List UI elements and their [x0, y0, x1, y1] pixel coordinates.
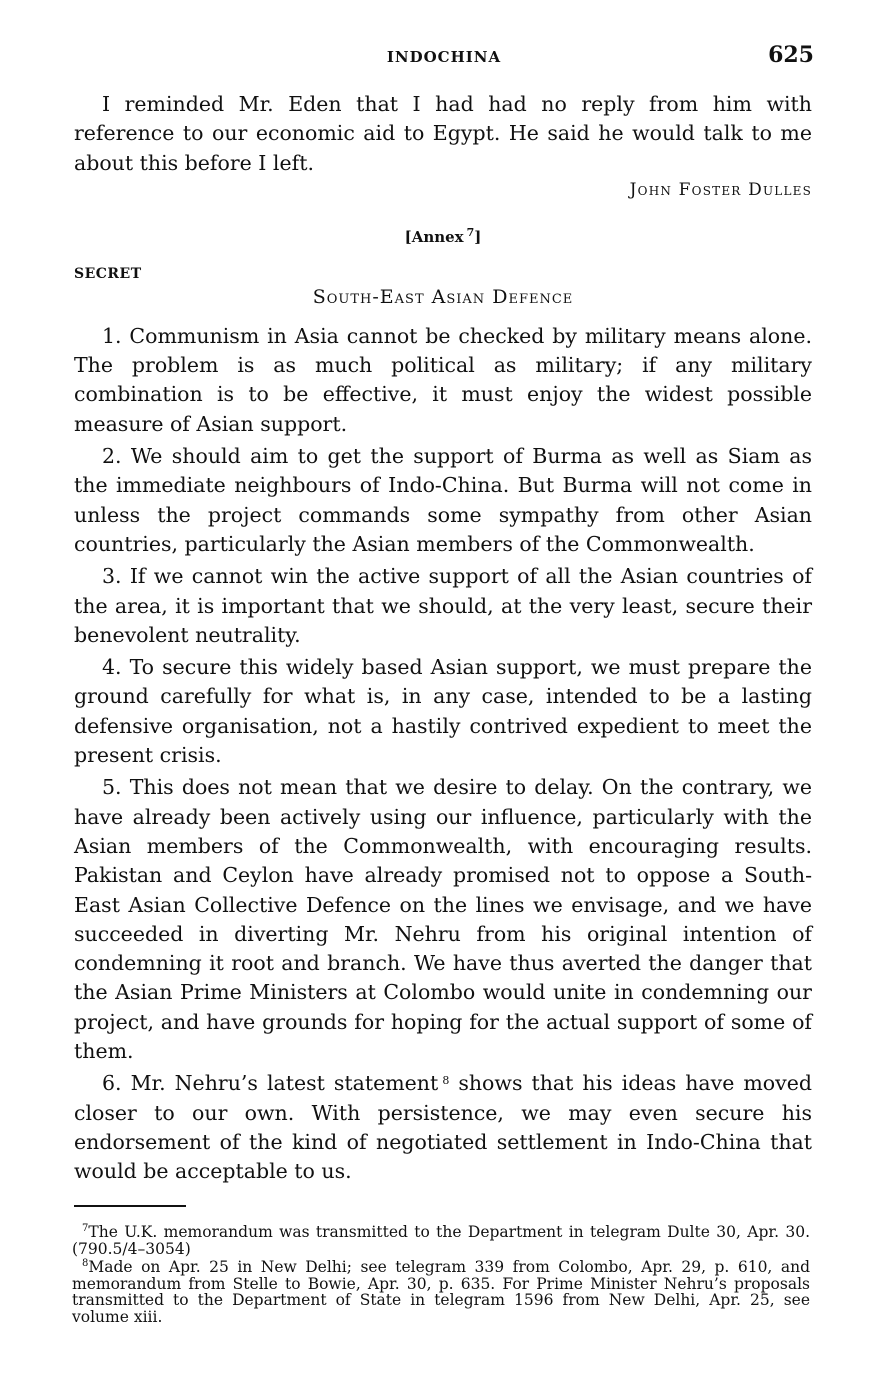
numbered-paragraph-3: 3. If we cannot win the active support of all the Asian countries of the area, it is important that we should, at the very least, secure their benevolent neutrality. [74, 564, 812, 647]
paragraph-6-start: 6. Mr. Nehru’s latest statement [102, 1071, 439, 1096]
page-number: 625 [768, 42, 814, 68]
intro-paragraph: I reminded Mr. Eden that I had had no reply from him with reference to our economic aid to Egypt. He said he would talk to me about this before I left. [74, 92, 812, 175]
footnote-divider [74, 1205, 186, 1207]
annex-label [74, 225, 812, 246]
footnote-ref-7: 7 [466, 225, 475, 239]
numbered-paragraph-5: 5. This does not mean that we desire to delay. On the contrary, we have already been actively using our influence, particularly with the Asian members of the Commonwealth, with encouraging results. Pakistan and Ceylon have already promised not to oppose a South-East Asian Collective Defence on the lines we envisage, and we have succeeded in diverting Mr. Nehru from his original intention of condemning it root and branch. We have thus averted the danger that the Asian Prime Ministers at Colombo would unite in condemning our project, and have grounds for hoping for the actual support of some of them. [74, 775, 812, 1064]
footnote-mark: 8 [82, 1258, 89, 1269]
footnote-ref-8: 8 [442, 1074, 450, 1088]
signature: John Foster Dulles [629, 179, 812, 200]
classification-label: SECRET [74, 265, 142, 282]
annex-label-close: ] [474, 227, 482, 246]
annex-label-text: [Annex [404, 227, 464, 246]
page-body [74, 90, 812, 1190]
footnotes [72, 1224, 810, 1327]
footnote-7 [72, 1224, 810, 1257]
footnote-text: The U.K. memorandum was transmitted to the Department in telegram Dulte 30, Apr. 30. (790.5/4–3054) [72, 1223, 810, 1258]
running-title: INDOCHINA [386, 48, 502, 66]
paragraph-6-end: shows that his ideas have moved closer to our own. With persistence, we may even secure his endorsement of the kind of negotiated settlement in Indo-China that would be acceptable to us. [74, 1071, 812, 1184]
numbered-paragraph-4: 4. To secure this widely based Asian support, we must prepare the ground carefully for what is, in any case, intended to be a lasting defensive organisation, not a hastily contrived expedient to meet the present crisis. [74, 655, 812, 768]
page-header [74, 42, 814, 72]
footnote-8 [72, 1259, 810, 1325]
numbered-paragraph-6 [74, 1069, 812, 1186]
footnote-text: Made on Apr. 25 in New Delhi; see telegram 339 from Colombo, Apr. 29, p. 610, and memorandum from Stelle to Bowie, Apr. 30, p. 635. For Prime Minister Nehru’s proposals transmitted to the Department of State in telegram 1596 from New Delhi, Apr. 25, see volume xiii. [72, 1258, 810, 1326]
numbered-paragraph-1: 1. Communism in Asia cannot be checked by military means alone. The problem is as much political as military; if any military combination is to be effective, it must enjoy the widest possible measure of Asian support. [74, 323, 812, 436]
numbered-paragraph-2: 2. We should aim to get the support of Burma as well as Siam as the immediate neighbours of Indo-China. But Burma will not come in unless the project commands some sympathy from other Asian countries, particularly the Asian members of the Commonwealth. [74, 444, 812, 556]
footnote-mark: 7 [82, 1223, 89, 1234]
section-heading: South-East Asian Defence [312, 285, 574, 308]
